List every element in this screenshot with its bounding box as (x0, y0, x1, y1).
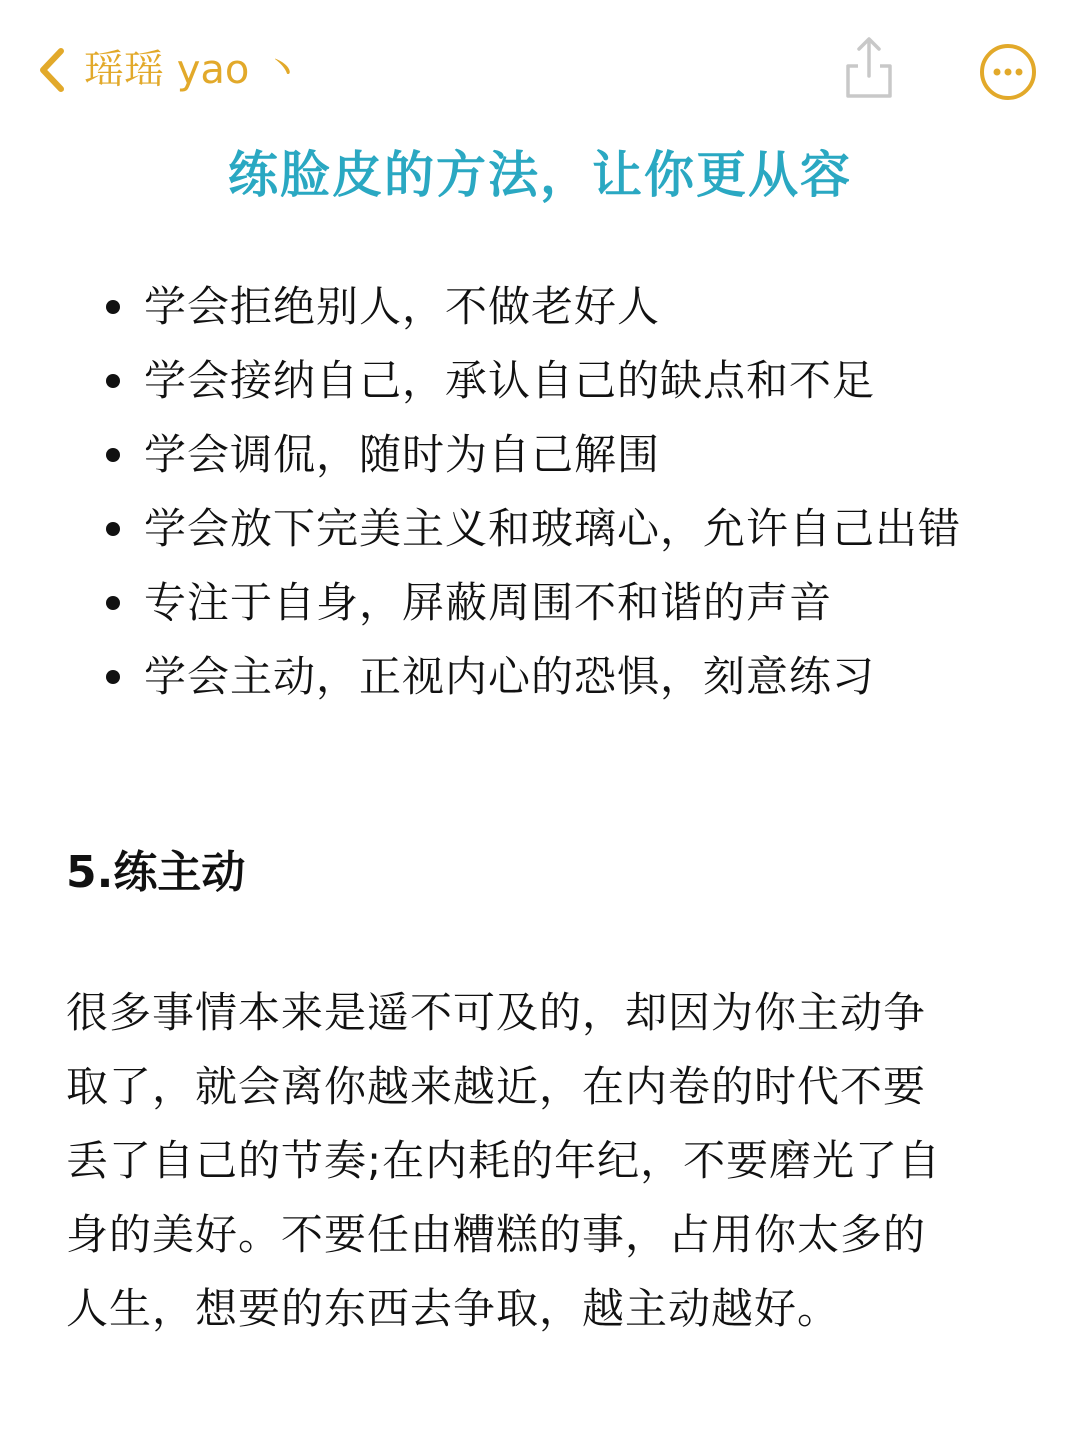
body-paragraph (66, 976, 1016, 1346)
paragraph-line: 身的美好。不要任由糟糕的事，占用你太多的 (66, 1210, 927, 1259)
page-title: 练脸皮的方法，让你更从容 (228, 146, 852, 204)
bullet-icon (106, 374, 120, 388)
more-options-button[interactable] (978, 42, 1038, 102)
paragraph-line: 很多事情本来是遥不可及的，却因为你主动争 (66, 988, 927, 1037)
list-item-text: 专注于自身，屏蔽周围不和谐的声音 (144, 578, 833, 627)
navigation-bar (0, 0, 1080, 140)
tips-list (100, 270, 1060, 714)
list-item-text: 学会放下完美主义和玻璃心，允许自己出错 (144, 504, 962, 553)
more-dots-icon (978, 42, 1038, 102)
list-item-text: 学会接纳自己，承认自己的缺点和不足 (144, 356, 876, 405)
list-item (100, 344, 1060, 418)
list-item (100, 566, 1060, 640)
bullet-icon (106, 596, 120, 610)
back-button[interactable] (30, 44, 74, 96)
paragraph-line: 取了，就会离你越来越近，在内卷的时代不要 (66, 1062, 927, 1111)
paragraph-line: 人生，想要的东西去争取，越主动越好。 (66, 1284, 841, 1333)
list-item-text: 学会拒绝别人，不做老好人 (144, 282, 661, 331)
bullet-icon (106, 448, 120, 462)
list-item-text: 学会主动，正视内心的恐惧，刻意练习 (144, 652, 876, 701)
share-icon (840, 34, 898, 100)
list-item (100, 418, 1060, 492)
bullet-icon (106, 522, 120, 536)
author-name[interactable]: 瑶瑶 yao 丶 (84, 47, 303, 93)
share-button[interactable] (840, 34, 898, 100)
paragraph-line: 丢了自己的节奏;在内耗的年纪，不要磨光了自 (66, 1136, 942, 1185)
section-heading: 5.练主动 (66, 847, 246, 898)
list-item-text: 学会调侃，随时为自己解围 (144, 430, 661, 479)
list-item (100, 492, 1060, 566)
list-item (100, 640, 1060, 714)
chevron-left-icon (37, 47, 67, 93)
bullet-icon (106, 300, 120, 314)
list-item (100, 270, 1060, 344)
bullet-icon (106, 670, 120, 684)
